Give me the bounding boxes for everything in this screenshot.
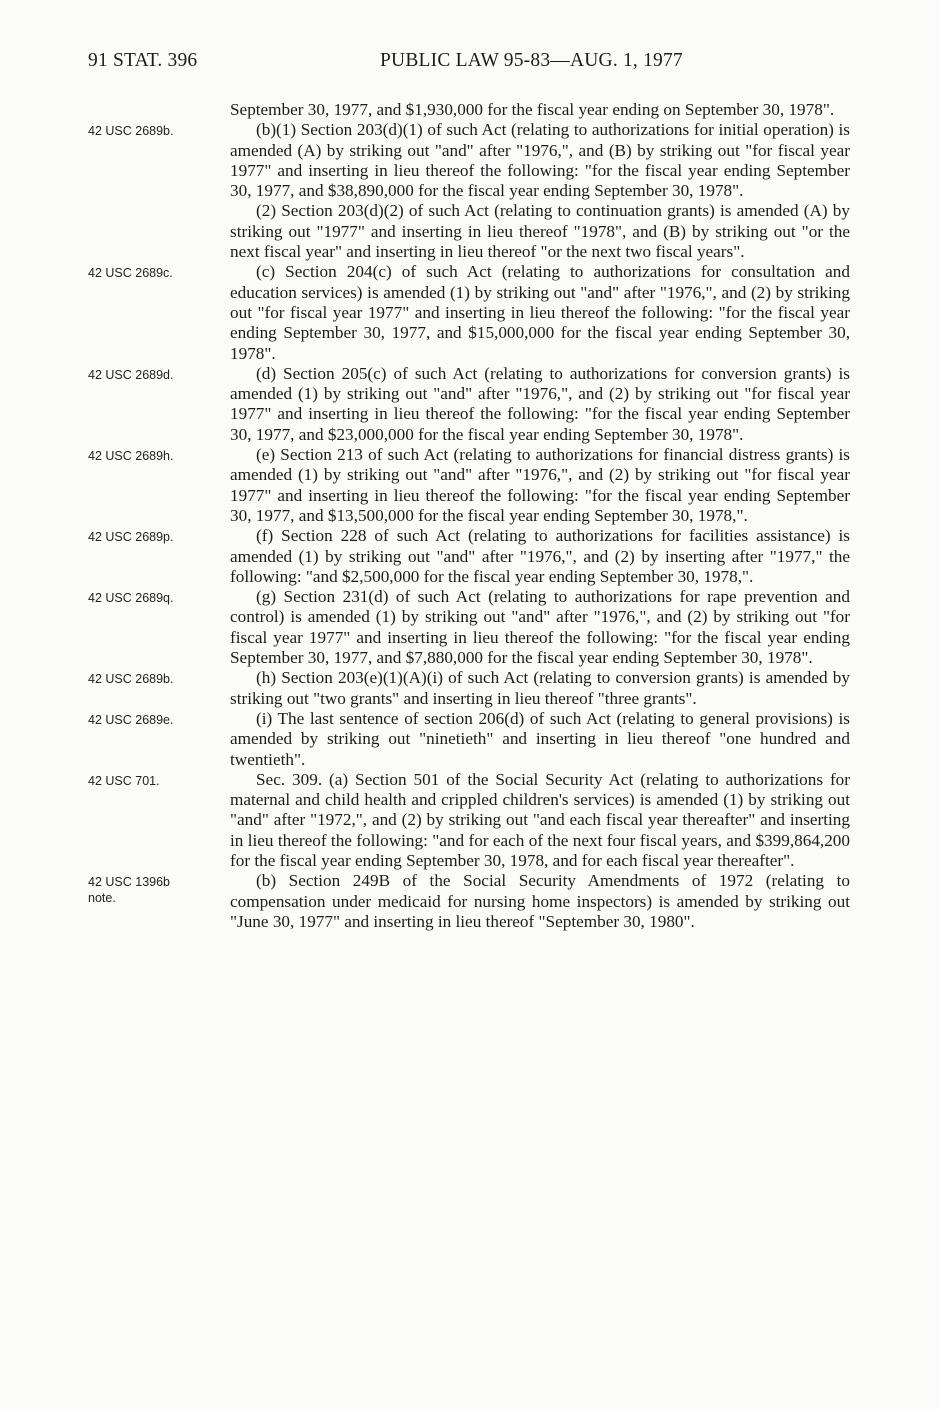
margin-citation: 42 USC 2689q. — [88, 591, 174, 606]
paragraph-text: (h) Section 203(e)(1)(A)(i) of such Act (relating to conversion grants) is amended by striking out "two grants" and inserting in lieu thereof "three grants". — [230, 668, 850, 708]
margin-citation: 42 USC 2689e. — [88, 712, 174, 727]
margin-citation — [88, 100, 230, 103]
paragraph-block — [88, 668, 858, 709]
margin-citation — [88, 201, 230, 204]
paragraph-block — [88, 587, 858, 668]
paragraph-text: (e) Section 213 of such Act (relating to authorizations for financial distress grants) is amended (1) by striking out "and" after "1976,", and (2) by striking out "for fiscal year 1977" and inserting in lieu thereof the following: "for the fiscal year ending September 30, 1977, and $13,500,000 for the fiscal year ending September 30, 1978,". — [230, 445, 850, 525]
margin-citation: 42 USC 2689d. — [88, 367, 174, 382]
margin-citation: 42 USC 2689c. — [88, 266, 173, 281]
paragraph-block — [88, 201, 858, 262]
margin-citation: 42 USC 1396b note. — [88, 875, 171, 906]
margin-citation: 42 USC 2689h. — [88, 449, 174, 464]
paragraph-block — [88, 100, 858, 120]
paragraph-text: (f) Section 228 of such Act (relating to authorizations for facilities assistance) is amended (1) by striking out "and" after "1976,", and (2) by inserting after "1977," the following: "and $2,500,000 for the fiscal year ending September 30, 1978,". — [230, 526, 850, 586]
paragraph-block — [88, 770, 858, 871]
public-law-title: PUBLIC LAW 95-83—AUG. 1, 1977 — [380, 50, 683, 71]
paragraph-block — [88, 871, 858, 932]
paragraph-block — [88, 262, 858, 363]
paragraph-block — [88, 445, 858, 526]
paragraph-text: (b) Section 249B of the Social Security Amendments of 1972 (relating to compensation under medicaid for nursing home inspectors) is amended by striking out "June 30, 1977" and inserting in lieu thereof "September 30, 1980". — [230, 871, 850, 931]
paragraph-block — [88, 120, 858, 201]
paragraph-text: (g) Section 231(d) of such Act (relating to authorizations for rape prevention and control) is amended (1) by striking out "and" after "1976,", and (2) by striking out "for fiscal year 1977" and inserting in lieu thereof the following: "for the fiscal year ending September 30, 1977, and $7,880,000 for the fiscal year ending September 30, 1978". — [230, 587, 850, 668]
paragraph-block — [88, 709, 858, 770]
paragraph-text: (b)(1) Section 203(d)(1) of such Act (relating to authorizations for initial operation) is amended (A) by striking out "and" after "1976,", and (B) by striking out "for fiscal year 1977" and inserting in lieu thereof the following: "for the fiscal year ending September 30, 1977, and $38,890,000 for the fiscal year ending September 30, 1978". — [230, 120, 850, 201]
margin-citation: 42 USC 2689b. — [88, 124, 174, 139]
margin-citation: 42 USC 701. — [88, 773, 160, 788]
paragraph-text: (d) Section 205(c) of such Act (relating to authorizations for conversion grants) is amended (1) by striking out "and" after "1976,", and (2) by striking out "for fiscal year 1977" and inserting in lieu thereof the following: "for the fiscal year ending September 30, 1977, and $23,000,000 for the fiscal year ending September 30, 1978". — [230, 363, 850, 444]
paragraph-text: (i) The last sentence of section 206(d) of such Act (relating to general provisions) is amended by striking out "ninetieth" and inserting in lieu thereof "one hundred and twentieth". — [230, 708, 850, 769]
paragraph-block — [88, 526, 858, 587]
paragraph-text: (c) Section 204(c) of such Act (relating to authorizations for consultation and education services) is amended (1) by striking out "and" after "1976,", and (2) by striking out "for fiscal year 1977" and inserting in lieu thereof the following: "for the fiscal year ending September 30, 1977, and $15,000,000 for the fiscal year ending September 30, 1978". — [230, 262, 850, 363]
body-text — [88, 100, 858, 932]
running-head — [88, 50, 848, 80]
stat-page-number: 91 STAT. 396 — [88, 50, 198, 71]
margin-citation: 42 USC 2689b. — [88, 672, 174, 687]
paragraph-block — [88, 364, 858, 445]
paragraph-text: (2) Section 203(d)(2) of such Act (relating to continuation grants) is amended (A) by striking out "1977" and inserting in lieu thereof "1978", and (B) by striking out "or the next fiscal year" and inserting in lieu thereof "or the next two fiscal years". — [230, 201, 850, 262]
paragraph-text: Sec. 309. (a) Section 501 of the Social Security Act (relating to authorizations for maternal and child health and crippled children's services) is amended (1) by striking out "and" after "1972,", and (2) by striking out "and each fiscal year thereafter" and inserting in lieu thereof the following: "and for each of the next four fiscal years, and $399,864,200 for the fiscal year ending September 30, 1978, and for each fiscal year thereafter". — [230, 769, 850, 870]
paragraph-text: September 30, 1977, and $1,930,000 for the fiscal year ending on September 30, 1978". — [230, 100, 835, 119]
margin-citation: 42 USC 2689p. — [88, 530, 174, 545]
